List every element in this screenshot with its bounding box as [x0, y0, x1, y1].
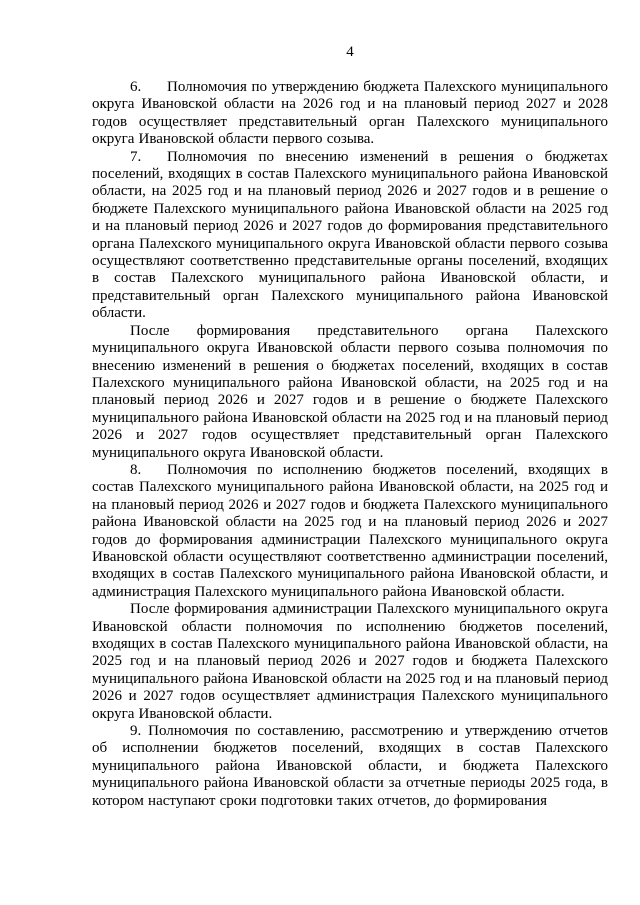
- paragraph-text: После формирования представительного органа Палехского муниципального округа Ивановской области первого созыва полномочия по внесению изменений в решения о бюджетах поселений, входящих в состав Палехского муниципального района Ивановской области, на 2025 год и на плановый период 2026 и 2027 годов и в решение о бюджете Палехского муниципального района Ивановской области на 2025 год и на плановый период 2026 и 2027 годов осуществляет представительный орган Палехского муниципального округа Ивановской области.: [92, 322, 608, 461]
- paragraph: [92, 462, 608, 601]
- page-number: 4: [346, 44, 354, 60]
- document-body: [92, 79, 608, 810]
- paragraph-text: Полномочия по внесению изменений в решения о бюджетах поселений, входящих в состав Палехского муниципального района Ивановской области, на 2025 год и на плановый период 2026 и 2027 годов и в решение о бюджете Палехского муниципального района Ивановской области на 2025 год и на плановый период 2026 и 2027 годов до формирования представительного органа Палехского муниципального округа Ивановской области первого созыва осуществляют соответственно представительные органы поселений, входящих в состав Палехского муниципального района Ивановской области, и представительный орган Палехского муниципального района Ивановской области.: [92, 148, 608, 322]
- paragraph: [92, 601, 608, 723]
- paragraph-text: Полномочия по утверждению бюджета Палехского муниципального округа Ивановской области на 2026 год и на плановый период 2027 и 2028 годов осуществляет представительный орган Палехского муниципального округа Ивановской области первого созыва.: [92, 79, 608, 148]
- paragraph-text: Полномочия по исполнению бюджетов поселений, входящих в состав Палехского муниципального района Ивановской области, на 2025 год и на плановый период 2026 и 2027 годов и бюджета Палехского муниципального района Ивановской области на 2025 год и на плановый период 2026 и 2027 годов до формирования администрации Палехского муниципального округа Ивановской области осуществляют соответственно администрации поселений, входящих в состав Палехского муниципального района Ивановской области, и администрация Палехского муниципального района Ивановской области.: [92, 461, 608, 600]
- paragraph: [92, 79, 608, 149]
- paragraph: [92, 149, 608, 323]
- paragraph-number: 8.: [130, 461, 142, 478]
- paragraph-text: После формирования администрации Палехского муниципального округа Ивановской области полномочия по исполнению бюджетов поселений, входящих в состав Палехского муниципального района Ивановской области, на 2025 год и на плановый период 2026 и 2027 годов и бюджета Палехского муниципального района Ивановской области на 2025 год и на плановый период 2026 и 2027 годов осуществляет администрация Палехского муниципального округа Ивановской области.: [92, 601, 608, 722]
- paragraph: [92, 723, 608, 810]
- paragraph-number: 6.: [130, 79, 142, 95]
- paragraph-text: Полномочия по составлению, рассмотрению и утверждению отчетов об исполнении бюджетов поселений, входящих в состав Палехского муниципального района Ивановской области, и бюджета Палехского муниципального района Ивановской области за отчетные периоды 2025 года, в котором наступают сроки подготовки таких отчетов, до формирования: [92, 723, 608, 809]
- paragraph-number: 7.: [130, 148, 142, 165]
- paragraph-number: 9.: [130, 723, 142, 740]
- paragraph: [92, 323, 608, 462]
